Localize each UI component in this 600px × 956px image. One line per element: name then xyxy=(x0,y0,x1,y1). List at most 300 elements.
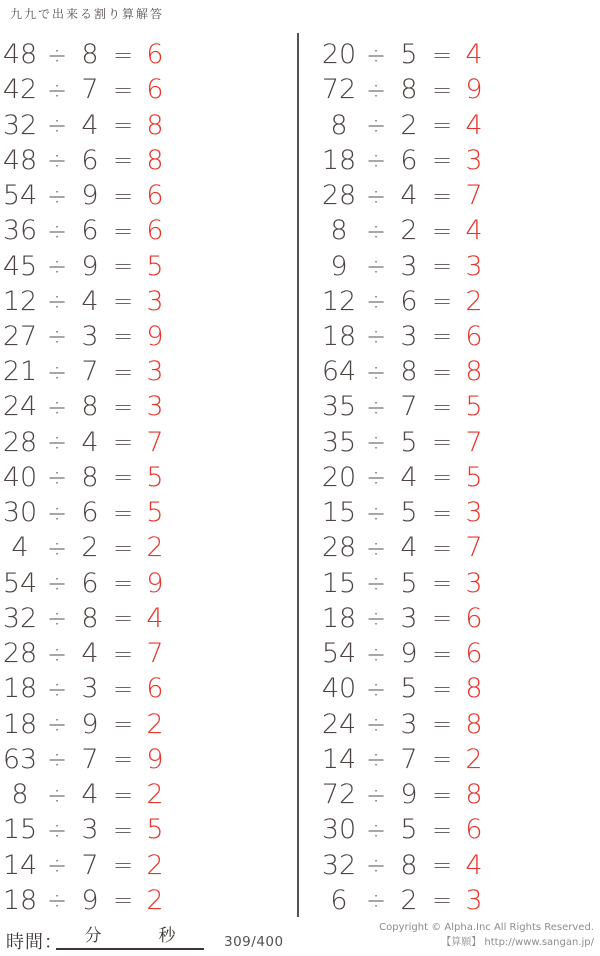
answer-number: 5 xyxy=(465,391,483,423)
division-operator: ÷ xyxy=(365,886,387,915)
problem-row xyxy=(0,143,297,178)
answer-number: 2 xyxy=(146,884,164,916)
problem-row xyxy=(0,777,297,812)
page-number: 309/400 xyxy=(224,934,284,950)
problem-row xyxy=(0,425,297,460)
divisor-number: 8 xyxy=(81,461,99,493)
answer-number: 2 xyxy=(146,532,164,564)
divisor-number: 6 xyxy=(400,285,418,317)
answer-number: 2 xyxy=(465,285,483,317)
answer-number: 2 xyxy=(146,849,164,881)
division-operator: ÷ xyxy=(365,815,387,844)
equals-sign: = xyxy=(112,111,134,140)
divisor-number: 4 xyxy=(400,180,418,212)
problem-row xyxy=(319,706,600,741)
divisor-number: 4 xyxy=(81,638,99,670)
equals-sign: = xyxy=(431,851,453,879)
divisor-number: 4 xyxy=(81,285,99,317)
problems-area xyxy=(0,37,600,918)
dividend-number: 12 xyxy=(2,285,38,317)
divisor-number: 8 xyxy=(81,602,99,634)
dividend-number: 27 xyxy=(2,320,38,352)
problem-row xyxy=(0,636,297,671)
problem-row xyxy=(0,742,297,777)
equals-sign: = xyxy=(431,428,453,457)
equals-sign: = xyxy=(431,392,453,421)
division-operator: ÷ xyxy=(46,287,68,316)
division-operator: ÷ xyxy=(46,745,68,774)
division-operator: ÷ xyxy=(46,216,68,245)
page-title: 九九で出来る割り算解答 xyxy=(10,7,165,21)
division-operator: ÷ xyxy=(46,851,68,879)
divisor-number: 4 xyxy=(81,779,99,811)
problem-row xyxy=(319,37,600,72)
divisor-number: 3 xyxy=(400,250,418,282)
answer-number: 3 xyxy=(146,285,164,317)
equals-sign: = xyxy=(112,463,134,492)
problem-row xyxy=(319,847,600,882)
answer-number: 8 xyxy=(465,356,483,388)
dividend-number: 32 xyxy=(2,602,38,634)
dividend-number: 28 xyxy=(321,532,357,564)
problem-row xyxy=(319,636,600,671)
equals-sign: = xyxy=(431,674,453,703)
dividend-number: 18 xyxy=(321,144,357,176)
dividend-number: 42 xyxy=(2,74,38,106)
problem-row xyxy=(0,812,297,847)
problem-row xyxy=(319,213,600,248)
equals-sign: = xyxy=(112,780,134,809)
dividend-number: 36 xyxy=(2,215,38,247)
dividend-number: 18 xyxy=(321,602,357,634)
answer-number: 8 xyxy=(146,144,164,176)
equals-sign: = xyxy=(112,533,134,562)
divisor-number: 9 xyxy=(400,779,418,811)
problem-row xyxy=(0,389,297,424)
equals-sign: = xyxy=(112,745,134,774)
answer-number: 3 xyxy=(146,356,164,388)
problem-row xyxy=(319,72,600,107)
divisor-number: 8 xyxy=(400,74,418,106)
division-operator: ÷ xyxy=(365,322,387,351)
divisor-number: 8 xyxy=(400,356,418,388)
equals-sign: = xyxy=(112,357,134,386)
divisor-number: 6 xyxy=(400,144,418,176)
division-operator: ÷ xyxy=(46,780,68,809)
dividend-number: 8 xyxy=(330,109,348,141)
problem-row xyxy=(0,178,297,213)
division-operator: ÷ xyxy=(46,533,68,562)
equals-sign: = xyxy=(431,533,453,562)
equals-sign: = xyxy=(112,639,134,668)
answer-number: 7 xyxy=(146,638,164,670)
dividend-number: 28 xyxy=(321,180,357,212)
equals-sign: = xyxy=(112,392,134,421)
divisor-number: 3 xyxy=(81,673,99,705)
dividend-number: 32 xyxy=(321,849,357,881)
division-operator: ÷ xyxy=(46,569,68,598)
divisor-number: 9 xyxy=(81,708,99,740)
dividend-number: 30 xyxy=(321,814,357,846)
dividend-number: 12 xyxy=(321,285,357,317)
divisor-number: 2 xyxy=(81,532,99,564)
answer-number: 4 xyxy=(465,849,483,881)
division-operator: ÷ xyxy=(46,111,68,140)
division-operator: ÷ xyxy=(365,745,387,774)
problem-row xyxy=(319,812,600,847)
problem-row xyxy=(0,530,297,565)
equals-sign: = xyxy=(112,75,134,104)
division-operator: ÷ xyxy=(365,181,387,210)
problem-row xyxy=(319,248,600,283)
division-operator: ÷ xyxy=(46,75,68,104)
answer-number: 2 xyxy=(146,708,164,740)
dividend-number: 28 xyxy=(2,426,38,458)
dividend-number: 18 xyxy=(321,320,357,352)
answer-number: 3 xyxy=(146,391,164,423)
divisor-number: 3 xyxy=(400,320,418,352)
dividend-number: 35 xyxy=(321,391,357,423)
divisor-number: 5 xyxy=(400,673,418,705)
problem-row xyxy=(319,530,600,565)
divisor-number: 6 xyxy=(81,215,99,247)
answer-number: 6 xyxy=(146,180,164,212)
division-operator: ÷ xyxy=(365,428,387,457)
answer-number: 3 xyxy=(465,497,483,529)
divisor-number: 8 xyxy=(81,391,99,423)
problem-row xyxy=(0,107,297,142)
division-operator: ÷ xyxy=(365,569,387,598)
equals-sign: = xyxy=(112,181,134,210)
problem-row xyxy=(319,495,600,530)
dividend-number: 14 xyxy=(2,849,38,881)
dividend-number: 48 xyxy=(2,39,38,71)
equals-sign: = xyxy=(112,710,134,739)
footer xyxy=(0,916,600,956)
dividend-number: 32 xyxy=(2,109,38,141)
division-operator: ÷ xyxy=(365,674,387,703)
answer-number: 3 xyxy=(465,567,483,599)
equals-sign: = xyxy=(431,252,453,281)
problem-row xyxy=(0,847,297,882)
problem-row xyxy=(319,107,600,142)
division-operator: ÷ xyxy=(365,392,387,421)
divisor-number: 3 xyxy=(81,814,99,846)
answer-number: 9 xyxy=(146,567,164,599)
dividend-number: 54 xyxy=(2,567,38,599)
problem-row xyxy=(0,319,297,354)
division-operator: ÷ xyxy=(365,780,387,809)
equals-sign: = xyxy=(431,40,453,69)
dividend-number: 18 xyxy=(2,884,38,916)
dividend-number: 15 xyxy=(321,497,357,529)
division-operator: ÷ xyxy=(365,604,387,633)
equals-sign: = xyxy=(112,322,134,351)
equals-sign: = xyxy=(431,463,453,492)
equals-sign: = xyxy=(431,498,453,527)
equals-sign: = xyxy=(431,322,453,351)
divisor-number: 3 xyxy=(400,708,418,740)
divisor-number: 4 xyxy=(400,461,418,493)
equals-sign: = xyxy=(431,181,453,210)
division-operator: ÷ xyxy=(365,851,387,879)
divisor-number: 6 xyxy=(81,567,99,599)
dividend-number: 8 xyxy=(11,779,29,811)
dividend-number: 14 xyxy=(321,743,357,775)
equals-sign: = xyxy=(112,428,134,457)
division-operator: ÷ xyxy=(46,181,68,210)
equals-sign: = xyxy=(112,216,134,245)
answer-number: 9 xyxy=(146,743,164,775)
dividend-number: 8 xyxy=(330,215,348,247)
answer-number: 8 xyxy=(465,779,483,811)
division-operator: ÷ xyxy=(46,428,68,457)
division-operator: ÷ xyxy=(365,75,387,104)
problem-row xyxy=(319,425,600,460)
divisor-number: 3 xyxy=(400,602,418,634)
problem-row xyxy=(0,566,297,601)
equals-sign: = xyxy=(112,40,134,69)
answer-number: 7 xyxy=(465,532,483,564)
copyright-line1: Copyright © Alpha.Inc All Rights Reserved. xyxy=(379,922,594,933)
equals-sign: = xyxy=(431,111,453,140)
divisor-number: 9 xyxy=(81,884,99,916)
divisor-number: 6 xyxy=(81,144,99,176)
problem-row xyxy=(0,460,297,495)
division-operator: ÷ xyxy=(46,322,68,351)
dividend-number: 21 xyxy=(2,356,38,388)
problems-column-right xyxy=(297,37,600,918)
dividend-number: 72 xyxy=(321,779,357,811)
answer-number: 2 xyxy=(465,743,483,775)
divisor-number: 7 xyxy=(81,743,99,775)
divisor-number: 6 xyxy=(81,497,99,529)
problem-row xyxy=(0,495,297,530)
problem-row xyxy=(0,354,297,389)
equals-sign: = xyxy=(431,75,453,104)
divisor-number: 3 xyxy=(81,320,99,352)
dividend-number: 15 xyxy=(2,814,38,846)
answer-number: 6 xyxy=(465,814,483,846)
dividend-number: 15 xyxy=(321,567,357,599)
division-operator: ÷ xyxy=(365,639,387,668)
divisor-number: 2 xyxy=(400,109,418,141)
answer-number: 5 xyxy=(146,497,164,529)
divisor-number: 8 xyxy=(81,39,99,71)
problem-row xyxy=(319,566,600,601)
division-operator: ÷ xyxy=(365,287,387,316)
problem-row xyxy=(319,671,600,706)
divisor-number: 2 xyxy=(400,884,418,916)
division-operator: ÷ xyxy=(365,710,387,739)
equals-sign: = xyxy=(112,815,134,844)
division-operator: ÷ xyxy=(365,216,387,245)
dividend-number: 20 xyxy=(321,461,357,493)
dividend-number: 64 xyxy=(321,356,357,388)
problem-row xyxy=(319,284,600,319)
division-operator: ÷ xyxy=(46,815,68,844)
answer-number: 9 xyxy=(146,320,164,352)
equals-sign: = xyxy=(431,639,453,668)
dividend-number: 24 xyxy=(321,708,357,740)
answer-number: 6 xyxy=(146,39,164,71)
division-operator: ÷ xyxy=(365,463,387,492)
dividend-number: 40 xyxy=(321,673,357,705)
answer-number: 7 xyxy=(146,426,164,458)
divisor-number: 5 xyxy=(400,426,418,458)
dividend-number: 45 xyxy=(2,250,38,282)
equals-sign: = xyxy=(112,851,134,879)
answer-number: 5 xyxy=(146,814,164,846)
problem-row xyxy=(319,601,600,636)
equals-sign: = xyxy=(431,569,453,598)
answer-number: 6 xyxy=(465,320,483,352)
answer-number: 8 xyxy=(465,673,483,705)
problem-row xyxy=(0,213,297,248)
dividend-number: 6 xyxy=(330,884,348,916)
equals-sign: = xyxy=(112,604,134,633)
answer-number: 4 xyxy=(465,39,483,71)
answer-number: 4 xyxy=(465,215,483,247)
divisor-number: 5 xyxy=(400,39,418,71)
division-operator: ÷ xyxy=(365,252,387,281)
answer-number: 3 xyxy=(465,144,483,176)
division-operator: ÷ xyxy=(46,710,68,739)
dividend-number: 4 xyxy=(11,532,29,564)
answer-number: 5 xyxy=(146,250,164,282)
divisor-number: 9 xyxy=(81,180,99,212)
divisor-number: 7 xyxy=(81,74,99,106)
divisor-number: 5 xyxy=(400,497,418,529)
dividend-number: 18 xyxy=(2,673,38,705)
answer-number: 7 xyxy=(465,426,483,458)
divisor-number: 9 xyxy=(400,638,418,670)
equals-sign: = xyxy=(431,815,453,844)
division-operator: ÷ xyxy=(46,40,68,69)
dividend-number: 30 xyxy=(2,497,38,529)
divisor-number: 4 xyxy=(81,109,99,141)
equals-sign: = xyxy=(112,674,134,703)
minutes-label: 分 xyxy=(84,926,102,946)
problem-row xyxy=(319,883,600,918)
division-operator: ÷ xyxy=(365,146,387,175)
divisor-number: 8 xyxy=(400,849,418,881)
answer-number: 8 xyxy=(146,109,164,141)
divisor-number: 7 xyxy=(81,849,99,881)
division-operator: ÷ xyxy=(46,252,68,281)
divisor-number: 7 xyxy=(81,356,99,388)
division-operator: ÷ xyxy=(365,111,387,140)
equals-sign: = xyxy=(112,886,134,915)
dividend-number: 48 xyxy=(2,144,38,176)
dividend-number: 9 xyxy=(330,250,348,282)
problem-row xyxy=(319,354,600,389)
problem-row xyxy=(319,389,600,424)
equals-sign: = xyxy=(431,604,453,633)
problem-row xyxy=(0,706,297,741)
equals-sign: = xyxy=(431,357,453,386)
division-operator: ÷ xyxy=(46,498,68,527)
equals-sign: = xyxy=(431,710,453,739)
dividend-number: 28 xyxy=(2,638,38,670)
divisor-number: 5 xyxy=(400,567,418,599)
dividend-number: 54 xyxy=(2,180,38,212)
problem-row xyxy=(0,248,297,283)
dividend-number: 20 xyxy=(321,39,357,71)
division-operator: ÷ xyxy=(46,886,68,915)
divisor-number: 9 xyxy=(81,250,99,282)
seconds-label: 秒 xyxy=(158,926,176,946)
problem-row xyxy=(319,319,600,354)
answer-number: 6 xyxy=(146,673,164,705)
equals-sign: = xyxy=(112,498,134,527)
equals-sign: = xyxy=(431,287,453,316)
equals-sign: = xyxy=(431,745,453,774)
problem-row xyxy=(319,742,600,777)
problem-row xyxy=(0,671,297,706)
division-operator: ÷ xyxy=(365,357,387,386)
answer-number: 5 xyxy=(146,461,164,493)
divisor-number: 4 xyxy=(400,532,418,564)
equals-sign: = xyxy=(431,780,453,809)
answer-number: 3 xyxy=(465,884,483,916)
dividend-number: 63 xyxy=(2,743,38,775)
division-operator: ÷ xyxy=(365,533,387,562)
dividend-number: 35 xyxy=(321,426,357,458)
equals-sign: = xyxy=(431,886,453,915)
dividend-number: 72 xyxy=(321,74,357,106)
dividend-number: 18 xyxy=(2,708,38,740)
answer-number: 4 xyxy=(465,109,483,141)
dividend-number: 54 xyxy=(321,638,357,670)
divisor-number: 2 xyxy=(400,215,418,247)
problem-row xyxy=(319,460,600,495)
answer-number: 9 xyxy=(465,74,483,106)
copyright-line2: 【算願】 http://www.sangan.jp/ xyxy=(441,937,594,948)
division-operator: ÷ xyxy=(46,146,68,175)
equals-sign: = xyxy=(431,146,453,175)
division-operator: ÷ xyxy=(46,392,68,421)
problem-row xyxy=(0,601,297,636)
problems-column-left xyxy=(0,37,297,918)
division-operator: ÷ xyxy=(365,40,387,69)
problem-row xyxy=(0,883,297,918)
division-operator: ÷ xyxy=(46,463,68,492)
division-operator: ÷ xyxy=(46,604,68,633)
equals-sign: = xyxy=(112,252,134,281)
divisor-number: 4 xyxy=(81,426,99,458)
problem-row xyxy=(0,284,297,319)
dividend-number: 40 xyxy=(2,461,38,493)
time-fill-in-line xyxy=(56,924,204,950)
answer-number: 4 xyxy=(146,602,164,634)
dividend-number: 24 xyxy=(2,391,38,423)
problem-row xyxy=(319,777,600,812)
answer-number: 6 xyxy=(146,74,164,106)
problem-row xyxy=(0,72,297,107)
division-operator: ÷ xyxy=(365,498,387,527)
divisor-number: 7 xyxy=(400,743,418,775)
answer-number: 8 xyxy=(465,708,483,740)
copyright-notice xyxy=(379,920,594,950)
equals-sign: = xyxy=(112,146,134,175)
answer-number: 2 xyxy=(146,779,164,811)
equals-sign: = xyxy=(112,569,134,598)
problem-row xyxy=(319,178,600,213)
divisor-number: 5 xyxy=(400,814,418,846)
division-operator: ÷ xyxy=(46,674,68,703)
problem-row xyxy=(0,37,297,72)
